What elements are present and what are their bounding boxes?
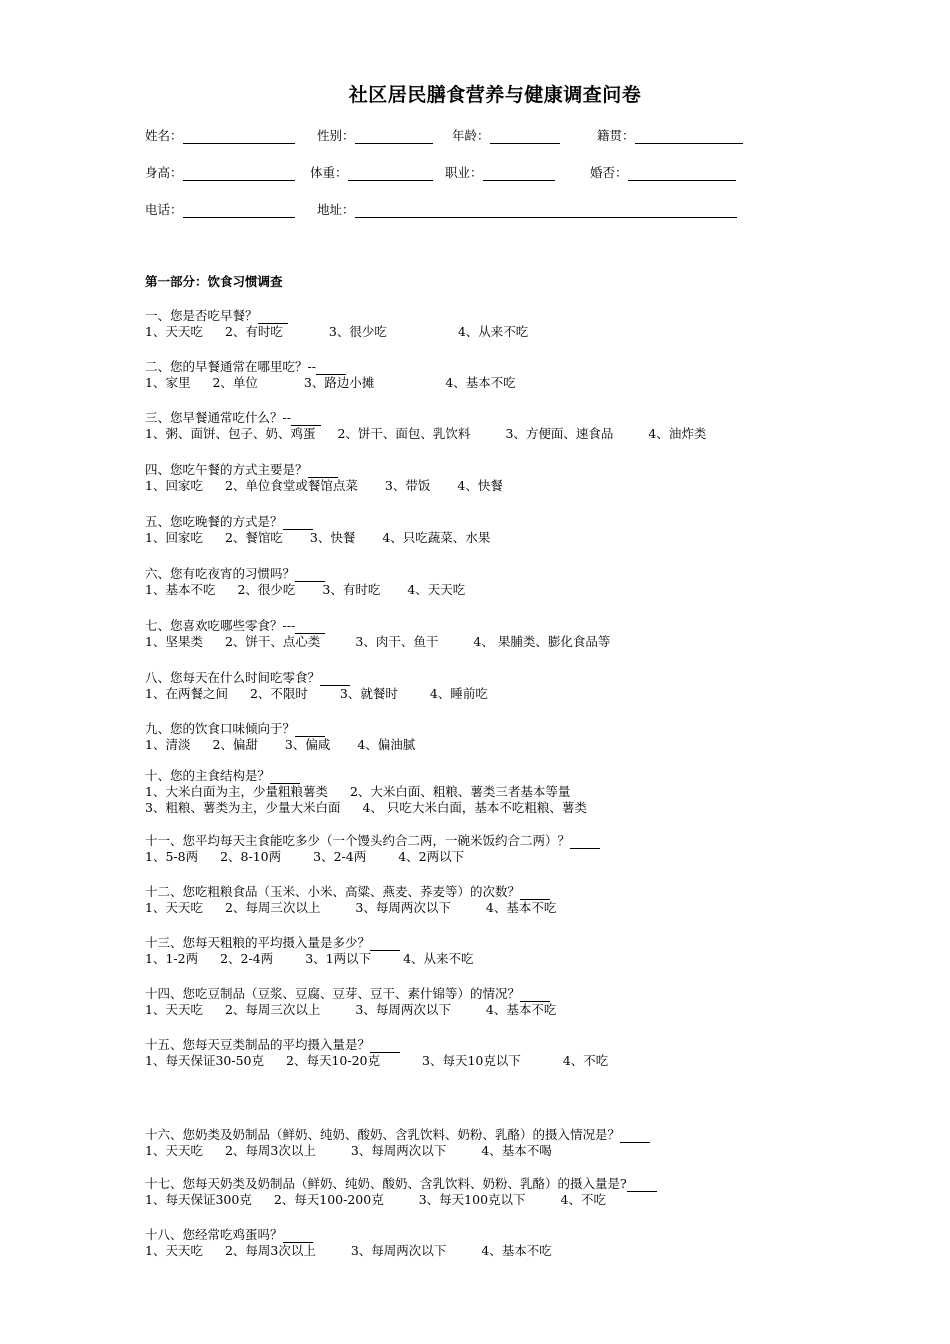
- question-10: [145, 768, 622, 816]
- question-label: 五、您吃晚餐的方式是？: [145, 514, 283, 529]
- question-label: 十五、您每天豆类制品的平均摄入量是？: [145, 1037, 371, 1052]
- option-1[interactable]: 1、天天吃: [145, 1002, 203, 1017]
- answer-blank[interactable]: [570, 836, 600, 849]
- question-label: 十七、您每天奶类及奶制品（鲜奶、纯奶、酸奶、含乳饮料、奶粉、乳酪）的摄入量是?: [145, 1176, 627, 1191]
- option-1[interactable]: 1、每天保证30-50克: [145, 1053, 264, 1068]
- question-label: 十一、您平均每天主食能吃多少（一个馒头约合二两，一碗米饭约合二两）？: [145, 833, 571, 848]
- option-4[interactable]: 4、快餐: [457, 478, 503, 493]
- options-row: [145, 582, 492, 598]
- option-2[interactable]: 2、餐馆吃: [224, 530, 283, 545]
- option-2[interactable]: 2、饼干、点心类: [224, 634, 321, 649]
- option-2[interactable]: 2、偏甜: [212, 737, 258, 752]
- question-text: [145, 721, 442, 737]
- options-row: [145, 900, 591, 916]
- job-field[interactable]: 职业：: [445, 163, 555, 181]
- gender-field[interactable]: 性别：: [317, 126, 433, 144]
- answer-blank[interactable]: [370, 1040, 400, 1053]
- question-9: [145, 721, 442, 753]
- question-16: [145, 1127, 650, 1159]
- option-2[interactable]: 2、很少吃: [237, 582, 296, 597]
- option-3[interactable]: 3、每天10克以下: [422, 1053, 521, 1068]
- options-row: [145, 634, 645, 650]
- option-4[interactable]: 4、天天吃: [407, 582, 466, 597]
- question-text: [145, 410, 741, 426]
- answer-blank[interactable]: [520, 887, 550, 900]
- option-1[interactable]: 1、5-8两: [145, 849, 199, 864]
- question-text: [145, 566, 492, 582]
- option-1[interactable]: 1、清淡: [145, 737, 191, 752]
- question-15: [145, 1037, 650, 1069]
- question-text: [145, 359, 587, 375]
- options-row: [145, 1053, 650, 1069]
- option-3[interactable]: 3、每天100克以下: [418, 1192, 526, 1207]
- option-1[interactable]: 1、大米白面为主，少量粗粮薯类: [145, 784, 328, 799]
- answer-blank[interactable]: [270, 771, 300, 784]
- option-1[interactable]: 1、基本不吃: [145, 582, 216, 597]
- option-2[interactable]: 4、 只吃大米白面，基本不吃粗粮、薯类: [362, 800, 587, 815]
- options-row: [145, 1002, 591, 1018]
- option-4[interactable]: 4、只吃蔬菜、水果: [382, 530, 491, 545]
- option-4[interactable]: 4、睡前吃: [429, 686, 488, 701]
- option-2[interactable]: 2、大米白面、粗粮、薯类三者基本等量: [349, 784, 571, 799]
- page-title: 社区居民膳食营养与健康调查问卷: [348, 84, 642, 106]
- option-1[interactable]: 1、天天吃: [145, 1243, 203, 1258]
- answer-blank[interactable]: [620, 1130, 650, 1143]
- question-label: 六、您有吃夜宵的习惯吗？: [145, 566, 296, 581]
- name-field[interactable]: 姓名：: [145, 126, 295, 144]
- option-3[interactable]: 3、肉干、鱼干: [355, 634, 439, 649]
- option-3[interactable]: 3、带饭: [384, 478, 431, 493]
- option-2[interactable]: 2、8-10两: [220, 849, 282, 864]
- option-4[interactable]: 4、油炸类: [648, 426, 707, 441]
- height-field[interactable]: 身高：: [145, 163, 295, 181]
- option-3[interactable]: 3、每周两次以下: [350, 1243, 447, 1258]
- options-row: [145, 800, 622, 816]
- options-row: [145, 849, 600, 865]
- option-2[interactable]: 2、单位食堂或餐馆点菜: [224, 478, 358, 493]
- question-18: [145, 1227, 587, 1259]
- question-text: [145, 1176, 657, 1192]
- option-2[interactable]: 2、单位: [212, 375, 258, 390]
- question-text: [145, 884, 591, 900]
- answer-blank[interactable]: [308, 465, 338, 478]
- option-1[interactable]: 1、在两餐之间: [145, 686, 228, 701]
- option-4[interactable]: 4、不吃: [560, 1192, 606, 1207]
- answer-blank[interactable]: [295, 569, 325, 582]
- option-4[interactable]: 4、基本不吃: [485, 1002, 557, 1017]
- option-2[interactable]: 2、每周3次以上: [224, 1143, 316, 1158]
- options-row: [145, 951, 506, 967]
- question-text: [145, 1037, 650, 1053]
- options-row: [145, 1243, 587, 1259]
- answer-blank[interactable]: [258, 311, 288, 324]
- option-3[interactable]: 3、路边小摊: [303, 375, 375, 390]
- question-label: 二、您的早餐通常在哪里吃？--: [145, 359, 316, 374]
- option-1[interactable]: 1、天天吃: [145, 324, 203, 339]
- question-text: [145, 462, 530, 478]
- option-1[interactable]: 1、每天保证300克: [145, 1192, 252, 1207]
- options-row: [145, 737, 442, 753]
- question-label: 七、您喜欢吃哪些零食？---: [145, 618, 296, 633]
- question-label: 八、您每天在什么时间吃零食？: [145, 670, 321, 685]
- question-label: 十三、您每天粗粮的平均摄入量是多少？: [145, 935, 371, 950]
- question-6: [145, 566, 492, 598]
- option-2[interactable]: 2、2-4两: [220, 951, 274, 966]
- option-2[interactable]: 2、每周三次以上: [224, 1002, 321, 1017]
- option-2[interactable]: 2、每天100-200克: [273, 1192, 384, 1207]
- options-row: [145, 784, 622, 800]
- question-label: 十二、您吃粗粮食品（玉米、小米、高粱、燕麦、荞麦等）的次数？: [145, 884, 521, 899]
- option-1[interactable]: 1、家里: [145, 375, 191, 390]
- option-3[interactable]: 3、1两以下: [305, 951, 372, 966]
- married-field[interactable]: 婚否：: [590, 163, 736, 181]
- option-4[interactable]: 4、从来不吃: [457, 324, 529, 339]
- option-3[interactable]: 3、就餐时: [339, 686, 398, 701]
- question-label: 四、您吃午餐的方式主要是？: [145, 462, 308, 477]
- options-row: [145, 1143, 650, 1159]
- question-text: [145, 1227, 587, 1243]
- question-text: [145, 618, 645, 634]
- question-label: 十六、您奶类及奶制品（鲜奶、纯奶、酸奶、含乳饮料、奶粉、乳酪）的摄入情况是？: [145, 1127, 621, 1142]
- address-field[interactable]: 地址：: [317, 200, 737, 218]
- option-1[interactable]: 1、坚果类: [145, 634, 203, 649]
- options-row: [145, 686, 520, 702]
- option-4[interactable]: 4、2两以下: [398, 849, 465, 864]
- option-3[interactable]: 3、2-4两: [313, 849, 367, 864]
- option-3[interactable]: 3、快餐: [309, 530, 356, 545]
- answer-blank[interactable]: [283, 1230, 313, 1243]
- answer-blank[interactable]: [295, 724, 325, 737]
- answer-blank[interactable]: [316, 362, 346, 375]
- option-4[interactable]: 4、基本不吃: [481, 1243, 552, 1258]
- question-text: [145, 768, 622, 784]
- answer-blank[interactable]: [370, 938, 400, 951]
- origin-field[interactable]: 籍贯：: [597, 126, 743, 144]
- answer-blank[interactable]: [283, 517, 313, 530]
- question-label: 十八、您经常吃鸡蛋吗？: [145, 1227, 283, 1242]
- option-3[interactable]: 3、有时吃: [322, 582, 381, 597]
- options-row: [145, 324, 599, 340]
- question-5: [145, 514, 517, 546]
- options-row: [145, 426, 741, 442]
- question-17: [145, 1176, 657, 1208]
- section-heading: 第一部分：饮食习惯调查: [145, 274, 283, 289]
- question-label: 十、您的主食结构是？: [145, 768, 271, 783]
- question-8: [145, 670, 520, 702]
- question-7: [145, 618, 645, 650]
- option-1[interactable]: 1、粥、面饼、包子、奶、鸡蛋: [145, 426, 316, 441]
- option-3[interactable]: 3、偏咸: [284, 737, 331, 752]
- option-1[interactable]: 1、回家吃: [145, 478, 203, 493]
- option-4[interactable]: 4、基本不吃: [445, 375, 516, 390]
- option-2[interactable]: 2、有时吃: [224, 324, 283, 339]
- age-field[interactable]: 年龄：: [452, 126, 560, 144]
- options-row: [145, 530, 517, 546]
- answer-blank[interactable]: [320, 673, 350, 686]
- question-13: [145, 935, 506, 967]
- question-text: [145, 833, 600, 849]
- question-text: [145, 308, 599, 324]
- question-4: [145, 462, 530, 494]
- options-row: [145, 478, 530, 494]
- question-text: [145, 514, 517, 530]
- option-3[interactable]: 3、很少吃: [328, 324, 387, 339]
- question-label: 一、您是否吃早餐？: [145, 308, 258, 323]
- question-text: [145, 935, 506, 951]
- question-14: [145, 986, 591, 1018]
- option-4[interactable]: 4、从来不吃: [403, 951, 474, 966]
- option-3[interactable]: 3、每周两次以下: [355, 1002, 451, 1017]
- option-1[interactable]: 3、粗粮、薯类为主，少量大米白面: [145, 800, 341, 815]
- option-2[interactable]: 2、每周3次以上: [224, 1243, 316, 1258]
- phone-field[interactable]: 电话：: [145, 200, 295, 218]
- option-3[interactable]: 3、每周两次以下: [350, 1143, 447, 1158]
- question-text: [145, 986, 591, 1002]
- weight-field[interactable]: 体重：: [310, 163, 433, 181]
- question-12: [145, 884, 591, 916]
- answer-blank[interactable]: [520, 989, 550, 1002]
- question-2: [145, 359, 587, 391]
- option-2[interactable]: 2、饼干、面包、乳饮料: [337, 426, 471, 441]
- option-1[interactable]: 1、回家吃: [145, 530, 203, 545]
- answer-blank[interactable]: [627, 1179, 657, 1192]
- option-1[interactable]: 1、天天吃: [145, 1143, 203, 1158]
- option-2[interactable]: 2、每天10-20克: [286, 1053, 380, 1068]
- question-11: [145, 833, 600, 865]
- option-2[interactable]: 2、不限时: [249, 686, 308, 701]
- question-label: 九、您的饮食口味倾向于？: [145, 721, 296, 736]
- answer-blank[interactable]: [291, 413, 321, 426]
- option-4[interactable]: 4、基本不喝: [481, 1143, 552, 1158]
- answer-blank[interactable]: [295, 621, 325, 634]
- options-row: [145, 1192, 657, 1208]
- option-2[interactable]: 2、每周三次以上: [224, 900, 321, 915]
- question-label: 十四、您吃豆制品（豆浆、豆腐、豆芽、豆干、素什锦等）的情况？: [145, 986, 521, 1001]
- option-3[interactable]: 3、方便面、速食品: [505, 426, 614, 441]
- option-3[interactable]: 3、每周两次以下: [355, 900, 451, 915]
- question-text: [145, 670, 520, 686]
- question-label: 三、您早餐通常吃什么？--: [145, 410, 291, 425]
- question-1: [145, 308, 599, 340]
- option-4[interactable]: 4、不吃: [562, 1053, 609, 1068]
- option-1[interactable]: 1、天天吃: [145, 900, 203, 915]
- option-4[interactable]: 4、偏油腻: [357, 737, 416, 752]
- option-4[interactable]: 4、 果脯类、膨化食品等: [473, 634, 611, 649]
- question-text: [145, 1127, 650, 1143]
- option-1[interactable]: 1、1-2两: [145, 951, 199, 966]
- option-4[interactable]: 4、基本不吃: [485, 900, 557, 915]
- options-row: [145, 375, 587, 391]
- question-3: [145, 410, 741, 442]
